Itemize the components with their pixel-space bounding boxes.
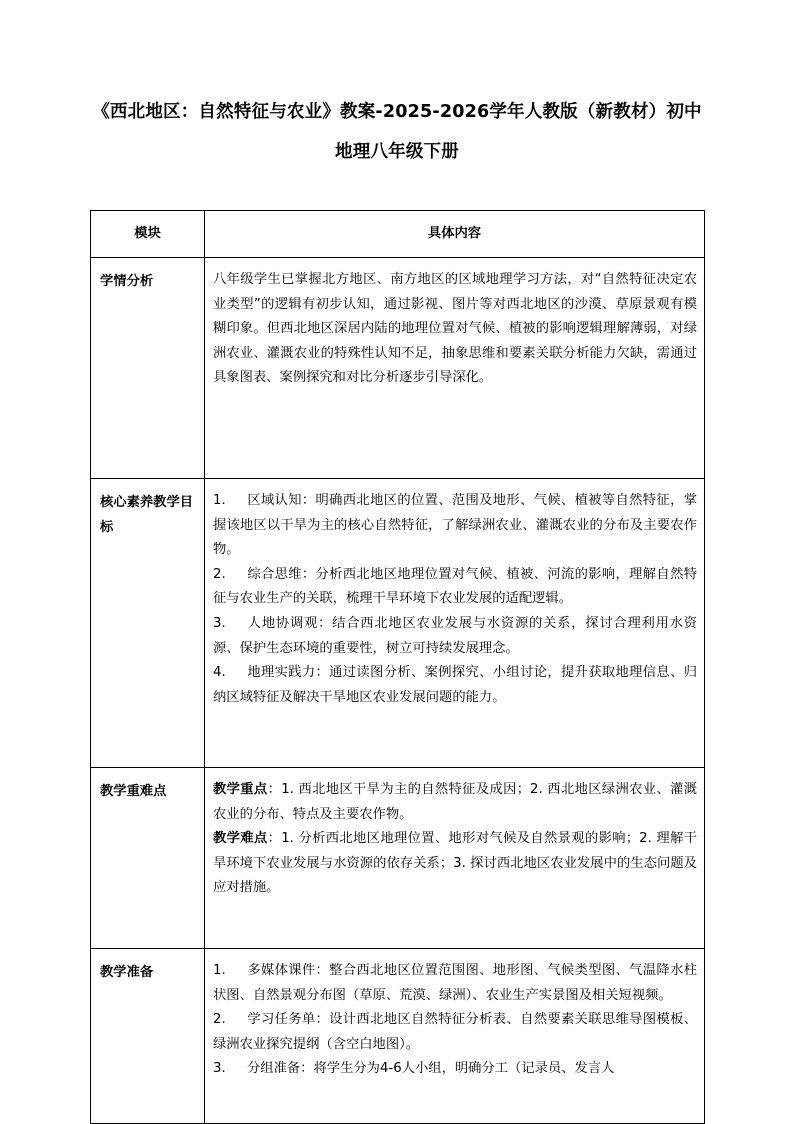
prep-number: 2. xyxy=(213,1012,226,1028)
content-prep xyxy=(205,949,705,1124)
goal-number: 4. xyxy=(213,665,226,681)
table-row-goals xyxy=(91,479,705,768)
prep-text: 学习任务单：设计西北地区自然特征分析表、自然要素关联思维导图模板、绿洲农业探究提纲（含空白地图）。 xyxy=(213,1012,697,1052)
difficulty-text: ：1. 分析西北地区地理位置、地形对气候及自然景观的影响；2. 理解干旱环境下农业发展与水资源的依存关系；3. 探讨西北地区农业发展中的生态问题及应对措施。 xyxy=(213,831,698,896)
module-label-keys: 教学重难点 xyxy=(91,768,205,949)
module-label-prep: 教学准备 xyxy=(91,949,205,1124)
difficulty-paragraph xyxy=(213,827,697,901)
goal-item xyxy=(213,489,697,563)
table-header-row xyxy=(91,211,705,258)
content-keys xyxy=(205,768,705,949)
goal-text: 人地协调观：结合西北地区农业发展与水资源的关系，探讨合理利用水资源、保护生态环境的重要性，树立可持续发展理念。 xyxy=(213,615,697,656)
goal-item xyxy=(213,661,697,710)
prep-item xyxy=(213,959,697,1008)
analysis-text: 八年级学生已掌握北方地区、南方地区的区域地理学习方法，对“自然特征决定农业类型”的逻辑有初步认知，通过影视、图片等对西北地区的沙漠、草原景观有模糊印象。但西北地区深居内陆的地理位置对气候、植被的影响逻辑理解薄弱，对绿洲农业、灌溉农业的特殊性认知不足，抽象思维和要素关联分析能力欠缺，需通过具象图表、案例探究和对比分析逐步引导深化。 xyxy=(213,272,697,386)
goal-number: 3. xyxy=(213,615,226,631)
goal-text: 综合思维：分析西北地区地理位置对气候、植被、河流的影响，理解自然特征与农业生产的关联，梳理干旱环境下农业发展的适配逻辑。 xyxy=(213,566,697,607)
header-content: 具体内容 xyxy=(205,211,705,258)
lesson-plan-table xyxy=(90,210,705,1124)
table-row-keys xyxy=(91,768,705,949)
goal-item xyxy=(213,563,697,612)
focus-label: 教学重点 xyxy=(213,782,268,797)
content-goals xyxy=(205,479,705,768)
goal-text: 地理实践力：通过读图分析、案例探究、小组讨论，提升获取地理信息、归纳区域特征及解决干旱地区农业发展问题的能力。 xyxy=(213,665,697,705)
prep-number: 1. xyxy=(213,963,226,978)
focus-paragraph xyxy=(213,778,697,827)
prep-list xyxy=(213,959,697,1101)
header-module: 模块 xyxy=(91,211,205,258)
module-label-analysis: 学情分析 xyxy=(91,258,205,479)
prep-item xyxy=(213,1057,697,1082)
table-row-prep xyxy=(91,949,705,1124)
table-row-analysis xyxy=(91,258,705,479)
difficulty-label: 教学难点 xyxy=(213,831,268,847)
content-analysis xyxy=(205,258,705,479)
prep-item xyxy=(213,1008,697,1057)
document-title: 《西北地区：自然特征与农业》教案-2025-2026学年人教版（新教材）初中地理八年级下册 xyxy=(92,102,702,162)
goal-number: 1. xyxy=(213,493,226,508)
prep-text: 分组准备：将学生分为4-6人小组，明确分工（记录员、发言人 xyxy=(247,1061,615,1077)
goal-text: 区域认知：明确西北地区的位置、范围及地形、气候、植被等自然特征，掌握该地区以干旱为主的核心自然特征，了解绿洲农业、灌溉农业的分布及主要农作物。 xyxy=(213,493,697,558)
module-label-goals: 核心素养教学目标 xyxy=(91,479,205,768)
focus-text: ：1. 西北地区干旱为主的自然特征及成因；2. 西北地区绿洲农业、灌溉农业的分布、特点及主要农作物。 xyxy=(213,782,698,822)
goal-item xyxy=(213,612,697,661)
prep-text: 多媒体课件：整合西北地区位置范围图、地形图、气候类型图、气温降水柱状图、自然景观分布图（草原、荒漠、绿洲）、农业生产实景图及相关短视频。 xyxy=(213,963,697,1003)
prep-number: 3. xyxy=(213,1061,226,1077)
goal-number: 2. xyxy=(213,566,226,582)
